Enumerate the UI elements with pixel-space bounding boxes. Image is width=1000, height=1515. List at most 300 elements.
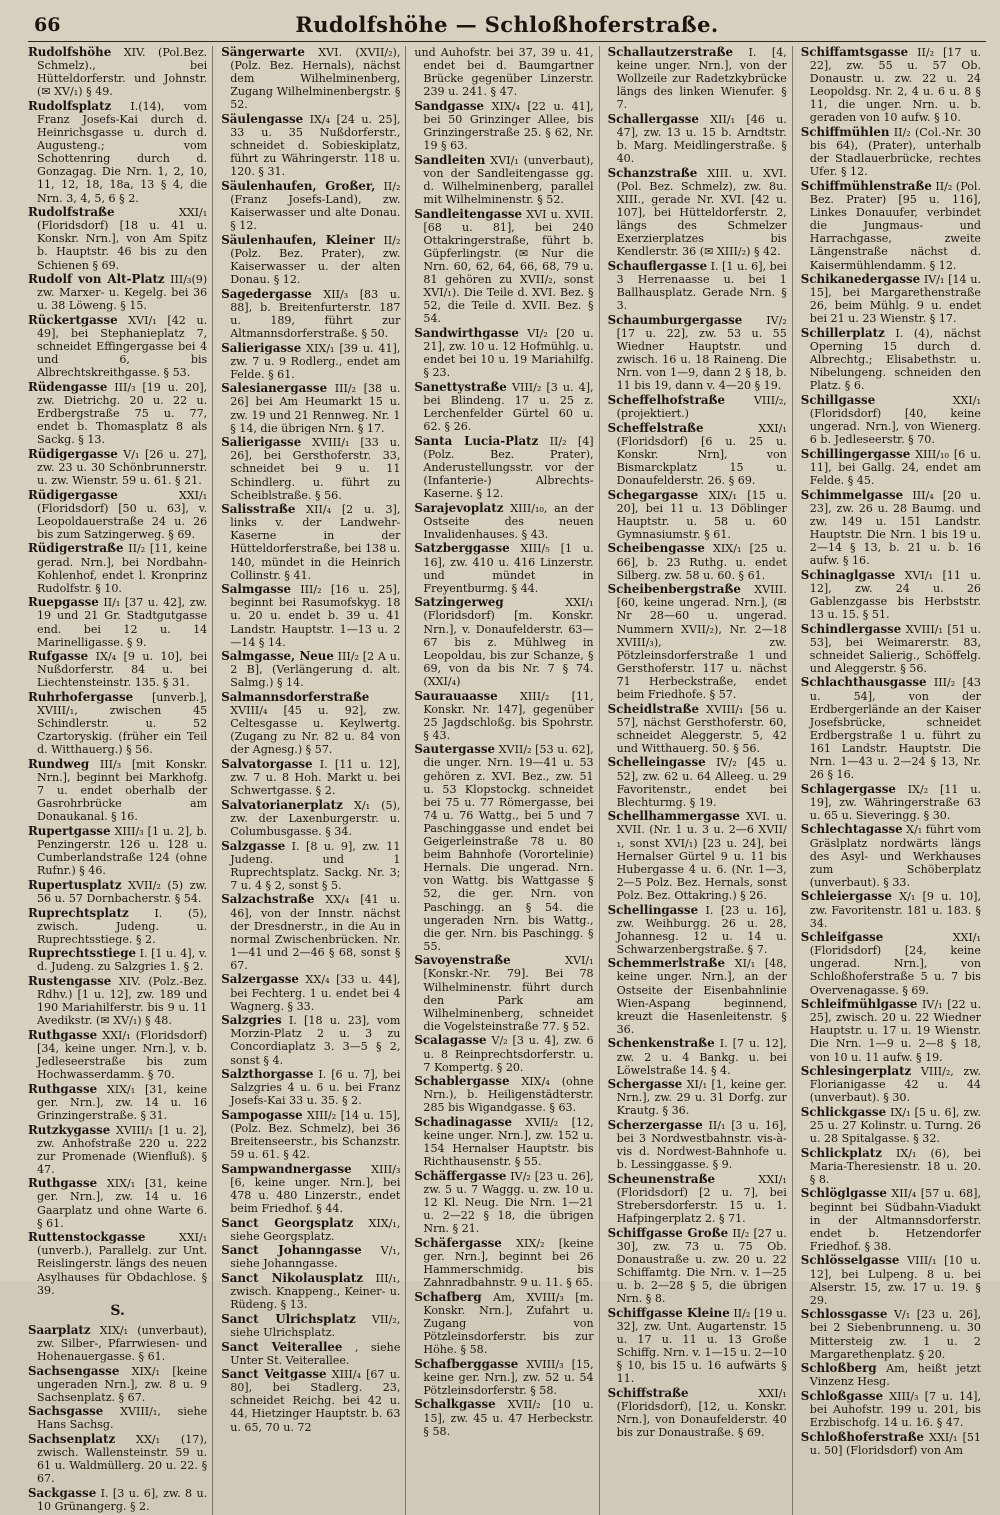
- street-name: Rüdigergasse: [28, 487, 118, 502]
- street-entry: [801, 273, 981, 325]
- street-name: Schegargasse: [607, 487, 699, 502]
- street-entry: [608, 314, 787, 393]
- street-entry: [414, 1291, 593, 1356]
- street-name: Sanct Georgsplatz: [221, 1215, 354, 1230]
- street-name: Scheunenstraße: [607, 1171, 716, 1186]
- street-name: Scheffelstraße: [607, 420, 704, 435]
- street-entry: [28, 691, 207, 756]
- street-name: Schiffmühlen: [800, 125, 890, 140]
- street-description: III/₃ [mit Konskr. Nrn.], beginnt bei Markhofg. 7 u. endet oberhalb der Gasrohrbrücke am Donaukanal. § 16.: [37, 757, 208, 824]
- street-description: III/₂ [2 A u. 2 B], (Verlängerung d. alt. Salmg.) § 14.: [230, 650, 401, 690]
- street-entry: [801, 1147, 981, 1186]
- street-entry: [221, 1109, 400, 1161]
- street-description: XXI/₁ (Floridsdorf) [24, keine ungerad. Nrn.], von Schloßhoferstraße 5 u. 7 bis Overvenagasse. § 69.: [809, 931, 981, 997]
- street-description: IX/₁ (6), bei Maria-Theresienstr. 18 u. 20. § 8.: [809, 1146, 981, 1186]
- street-description: IV/₂ [45 u. 52], zw. 62 u. 64 Alleeg. u. 29 Favoritenstr., endet bei Blechturmg. § 19.: [616, 756, 787, 809]
- street-entry: [801, 46, 981, 125]
- street-entry: [28, 1324, 207, 1363]
- street-description: VIII/₂, zw. Florianigasse 42 u. 44 (unverbaut). § 30.: [809, 1065, 981, 1105]
- street-name: Sanettystraße: [414, 379, 507, 394]
- street-description: I. [8 u. 9], zw. 11 Judeng. und 1 Ruprechtsplatz. Sackg. Nr. 3; 7 u. 4 § 2, sonst § 5.: [230, 839, 401, 892]
- street-entry: [608, 1227, 787, 1306]
- street-name: Sampwandnergasse: [221, 1161, 352, 1176]
- street-name: Scheffelhofstraße: [607, 392, 725, 407]
- street-description: XVIII/₁, siehe Hans Sachsg.: [37, 1405, 208, 1432]
- street-name: Schloßgasse: [800, 1388, 884, 1403]
- street-description: XIII/₄ [67 u. 80], bei Stadlerg. 23, schneidet Reichg. bei 42 u. 44, Hietzinger Hauptstr. b. 63 u. 65, 70 u. 72: [230, 1368, 401, 1434]
- street-entry: [28, 907, 207, 946]
- street-description: XIX/₁ [31, keine ger. Nrn.], zw. 14 u. 16 Grinzingerstraße. § 31.: [37, 1082, 208, 1122]
- street-description: II/₂ [27 u. 30], zw. 73 u. 75 Ob. Donaustraße u. zw. 20 u. 22 Schiffamtg. Die Nrn. v. 1—25 u. b. 2—28 § 5, die übrigen Nrn. § 8.: [616, 1226, 787, 1306]
- street-description: X/₁ führt vom Gräslplatz nordwärts längs des Asyl- und Werkhauses zum Schöberplatz (unverbaut). § 33.: [809, 823, 981, 889]
- street-name: Scherzergasse: [607, 1118, 703, 1132]
- street-entry: [801, 1308, 981, 1360]
- street-entry: [414, 502, 593, 541]
- street-name: Schäfergasse: [414, 1235, 502, 1250]
- column-2: [221, 46, 406, 1515]
- street-description: XII/₄ [2 u. 3], links v. der Landwehr-Kaserne in der Hütteldorferstraße, bei 138 u. 140, mündet in die Heinrich Collinstr. § 41.: [230, 503, 401, 582]
- street-description: II/₂ [19 u. 32], zw. Unt. Augartenstr. 15 u. 17 u. 11 u. 13 Große Schiffg. Nrn. v. 1—15 u. 2—10 § 10, bis 15 u. 16 aufwärts § 11.: [616, 1306, 787, 1386]
- street-description: I. [11 u. 12], zw. 7 u. 8 Hoh. Markt u. bei Schwertgasse. § 2.: [230, 757, 401, 798]
- street-entry: [414, 1237, 593, 1289]
- street-description: IV/₁ [14 u. 15], bei Margarethenstraße 26, beim Mühlg. 9 u. endet bei 21 u. 23 Wienstr. § 17.: [809, 273, 981, 326]
- street-name: Rustengasse: [28, 973, 112, 988]
- street-name: Satzingerweg: [414, 595, 504, 610]
- street-name: Sanct Veitgasse: [221, 1367, 327, 1382]
- street-entry: [221, 650, 400, 689]
- street-description: XVI. (XVII/₂), (Polz. Bez. Hernals), nächst dem Wilhelminenberg, Zugang Wilhelminenbergstr. § 52.: [230, 46, 401, 112]
- street-name: Sanct Ulrichsplatz: [221, 1311, 356, 1326]
- street-entry: [608, 46, 787, 111]
- street-name: Schenkenstraße: [607, 1036, 715, 1051]
- street-description: XVIII/₃ [15, keine ger. Nrn.], zw. 52 u. 54 Pötzleinsdorferstr. § 58.: [423, 1357, 594, 1397]
- street-description: XIX/₁ [31, keine ger. Nrn.], zw. 14 u. 16 Gaarplatz und ohne Warte 6. § 61.: [37, 1177, 208, 1230]
- street-description: X/₁ (5), zw. der Laxenburgerstr. u. Columbusgasse. § 34.: [230, 798, 401, 838]
- street-name: Schillingergasse: [800, 446, 911, 461]
- street-description: XIII/₂ [14 u. 15], (Polz. Bez. Schmelz), bei 36 Breitenseerstr., bis Schanzstr. 59 u. 61. § 42.: [230, 1108, 401, 1162]
- street-description: VII/₂, siehe Ulrichsplatz.: [230, 1312, 401, 1339]
- street-description: XIV. (Polz.-Bez. Rdhv.) [1 u. 12], zw. 189 und 190 Mariahilferstr. bis 9 u. 11 Avedikstr. (✉ XV/₁) § 48.: [37, 974, 208, 1028]
- street-name: Sarajevoplatz: [414, 500, 504, 515]
- street-description: II/₁ [37 u. 42], zw. 19 und 21 Gr. Stadtgutgasse end. bei 12 u. 14 Marinelligasse. § 9.: [37, 596, 208, 649]
- street-name: Ruttenstockgasse: [28, 1230, 146, 1245]
- street-entry: [221, 503, 400, 582]
- street-description: XVII/₂ [12, keine unger. Nrn.], zw. 152 u. 154 Hernalser Hauptstr. bis Richthausenstr. § 55.: [423, 1116, 594, 1169]
- street-description: XVI. u. XVII. (Nr. 1 u. 3 u. 2—6 XVII/₁, sonst XVI/₁) [23 u. 24], bei Hernalser Gürtel 9 u. 11 bis Hubergasse 4 u. 6. (Nr. 1—3, 2—5 Polz. Bez. Hernals, sonst Polz. Bez. Ottakring.) § 26.: [616, 810, 787, 902]
- street-entry: [801, 676, 981, 781]
- street-entry: [801, 489, 981, 568]
- street-entry: [221, 1272, 400, 1311]
- street-name: Salzergasse: [221, 972, 299, 987]
- street-entry: [801, 126, 981, 178]
- page-header: [28, 8, 986, 42]
- street-name: Rutzkygasse: [28, 1122, 111, 1137]
- street-entry: [801, 1065, 981, 1104]
- street-entry: [28, 650, 207, 689]
- street-description: XIX/₄ [22 u. 41], bei 50 Grinzinger Allee, bis Grinzingerstraße 25. § 62, Nr. 19 § 63.: [423, 99, 594, 153]
- street-name: Sandwirthgasse: [414, 325, 519, 340]
- street-entry: [221, 840, 400, 892]
- street-name: Schallergasse: [607, 111, 699, 126]
- street-name: Sanct Johanngasse: [221, 1243, 362, 1258]
- street-name: Sandleitengasse: [414, 206, 523, 221]
- street-description: I. [1 u. 4], v. d. Judeng. zu Salzgries 1. § 2.: [37, 947, 208, 974]
- street-description: und Auhofstr. bei 37, 39 u. 41, endet bei d. Baumgartner Brücke gegenüber Linzerstr. 239 u. 241. § 47.: [414, 46, 594, 99]
- column-5: [801, 46, 986, 1515]
- street-entry: [221, 583, 400, 648]
- street-description: V/₁ [26 u. 27], zw. 23 u. 30 Schönbrunnerstr. u. zw. Wienstr. 59 u. 61. § 21.: [37, 447, 208, 487]
- street-entry: [608, 1119, 787, 1171]
- street-name: Schlossgasse: [800, 1307, 888, 1322]
- street-entry: [608, 756, 787, 808]
- street-description: II/₂ (Polz. Bez. Prater), zw. Kaiserwasser u. der alten Donau. § 12.: [230, 233, 401, 287]
- street-description: XVIII/₁ [51 u. 53], bei Weimarerstr. 83, schneidet Salierig., Schöffelg. und Aleggerstr. § 56.: [809, 622, 981, 675]
- street-description: XXI/₁ (Floridsdorf) [18 u. 41 u. Konskr. Nrn.], von Am Spitz b. Hauptstr. 46 bis zu den Schienen § 69.: [37, 206, 208, 272]
- street-name: Säulenhaufen, Kleiner: [221, 232, 375, 247]
- street-description: XIV. (Pol.Bez. Schmelz)., bei Hütteldorferstr. und Johnstr. (✉ XV/₁) § 49.: [37, 46, 208, 99]
- street-name: Schalkgasse: [414, 1397, 496, 1412]
- street-description: XIX/₂ [keine ger. Nrn.], beginnt bei 26 Hammerschmidg. bis Zahnradbahnstr. 9 u. 11. § 65.: [423, 1236, 594, 1290]
- street-description: I. [1 u. 6], bei 3 Herrenaasse u. bei 1 Ballhausplatz. Gerade Nrn. § 3.: [616, 260, 787, 313]
- street-description: II/₂ [17 u. 22], zw. 55 u. 57 Ob. Donaustr. u. zw. 22 u. 24 Leopoldsg. Nr. 2, 4 u. 6 u. 8 § 11, die unger. Nrn. u. b. geraden von 10 aufw. § 10.: [809, 46, 981, 125]
- street-description: XII/₄ [57 u. 68], beginnt bei Südbahn-Viadukt in der Altmannsdorferstr. endet b. Hetzendorfer Friedhof. § 38.: [809, 1187, 981, 1253]
- street-entry: [221, 113, 400, 178]
- street-name: Schlachthausgasse: [800, 675, 927, 690]
- street-name: Schinaglgasse: [800, 567, 896, 582]
- street-name: Salesianergasse: [221, 381, 328, 396]
- street-description: III/₃ [19 u. 20], zw. Dietrichg. 20 u. 22 u. Erdbergstraße 75 u. 77, endet b. Thomasplatz 8 als Sackg. § 13.: [37, 380, 208, 447]
- street-description: III/₂ [38 u. 26] bei Am Heumarkt 15 u. zw. 19 und 21 Rennweg. Nr. 1 § 14, die übrigen Nrn. § 17.: [230, 382, 401, 435]
- street-entry: [221, 691, 400, 756]
- street-description: VI/₂ [20 u. 21], zw. 10 u. 12 Hofmühlg. u. endet bei 10 u. 19 Mariahilfg. § 23.: [423, 326, 594, 380]
- street-name: Ruprechtsplatz: [28, 905, 129, 920]
- street-entry: [608, 542, 787, 581]
- street-description: III/₁, zwisch. Knappeng., Keiner- u. Rüdeng. § 13.: [230, 1272, 401, 1312]
- street-entry: [801, 1106, 981, 1145]
- street-entry: [221, 1368, 400, 1433]
- street-entry: [221, 234, 400, 286]
- street-entry: [608, 583, 787, 701]
- street-name: Ruthgasse: [28, 1176, 98, 1191]
- street-name: Schaumburgergasse: [607, 312, 743, 327]
- street-description: X/₁ [9 u. 10], zw. Favoritenstr. 181 u. 183. § 34.: [809, 890, 981, 930]
- street-entry: [221, 799, 400, 838]
- street-description: XI/₁ [1, keine ger. Nrn.], zw. 29 u. 31 Dorfg. zur Krautg. § 36.: [616, 1078, 787, 1118]
- street-entry: [28, 489, 207, 541]
- street-description: XVI/₁ [Konskr.-Nr. 79]. Bei 78 Wilhelminenstr. führt durch den Park am Wilhelminenberg, schneidet die Vogelsteinstraße 77. § 52.: [423, 954, 594, 1033]
- street-entry: [414, 435, 593, 500]
- street-name: Schelleingasse: [607, 755, 706, 770]
- street-name: Sampogasse: [221, 1107, 303, 1122]
- street-name: Scheibengasse: [607, 541, 705, 556]
- street-entry: [221, 1341, 400, 1367]
- street-description: XVIII. [60, keine ungerad. Nrn.], (✉ Nr 28—60 u. ungerad. Nummern XVII/₂), Nr. 2—18 XVIII/₃), zw. Pötzleinsdorferstraße 1 und Gersthoferstr. 117 u. nächst 71 Herbeckstraße, endet beim Friedhofe. § 57.: [616, 583, 787, 701]
- street-entry: [608, 1037, 787, 1076]
- street-entry: [608, 394, 787, 420]
- street-name: Satzberggasse: [414, 541, 510, 556]
- street-description: XIX/₁ [39 u. 41], zw. 7 u. 9 Rodlerg., endet am Felde. § 61.: [230, 341, 401, 381]
- street-name: Schellingasse: [607, 902, 699, 917]
- street-name: Schallautzerstraße: [607, 45, 733, 59]
- street-description: XIX/₄ (ohne Nrn.), b. Heiligenstädterstr. 285 bis Wigandgasse. § 63.: [423, 1075, 594, 1115]
- street-description: XIII. u. XVI. (Pol. Bez. Schmelz), zw. 8u. XIII., gerade Nr. XVI. [42 u. 107], bei Hütteldorferstr. 2, längs des Schmelzer Exerzierplatzes bis Kendlerstr. 36 (✉ XIII/₂) § 42.: [616, 166, 787, 259]
- street-description: XVIII/₁ [56 u. 57], nächst Gersthoferstr. 60, schneidet Aleggerstr. 5, 42 und Witthauerg. 50. § 56.: [616, 702, 787, 755]
- street-name: Salmgasse, Neue: [221, 649, 334, 664]
- running-head: Rudolfshöhe — Schloßhoferstraße.: [295, 12, 719, 37]
- street-description: III/₂ [16 u. 25], beginnt bei Rasumofskyg. 18 u. 20 u. endet b. 39 u. 41 Landstr. Hauptstr. 1—13 u. 2—14 § 14.: [230, 583, 401, 649]
- street-description: XII/₁ [46 u. 47], zw. 13 u. 15 b. Arndtstr. b. Marg. Meidlingerstraße. § 40.: [616, 112, 787, 166]
- street-description: I.(14), vom Franz Josefs-Kai durch d. Heinrichsgasse u. durch d. Augusteng.; vom Schottenring durch d. Gonzagag. Die Nrn. 1, 2, 10, 11, 12, 18, 18a, 13 § 4, die Nrn. 3, 4, 5, 6 § 2.: [37, 99, 208, 205]
- street-entry: [414, 154, 593, 206]
- street-name: Rufgasse: [28, 649, 89, 664]
- street-description: XXI/₁ (Floridsdorf) [2 u. 7], bei Strebersdorferstr. 15 u. 1. Hafpingerplatz 2. § 71.: [616, 1172, 787, 1226]
- street-description: IX/₄ [24 u. 25], 33 u. 35 Nußdorferstr., schneidet d. Sobieskiplatz, führt zu Währingerstr. 118 u. 120. § 31.: [230, 112, 401, 179]
- street-name: Sandleiten: [414, 152, 486, 167]
- street-name: Scheibenbergstraße: [607, 582, 741, 597]
- street-entry: [801, 623, 981, 675]
- section-letter: S.: [110, 1302, 125, 1319]
- street-description: IV/₁ [22 u. 25], zwisch. 20 u. 22 Wiedner Hauptstr. u. 17 u. 19 Wienstr. Die Nrn. 1—9 u. 2—8 § 18, von 10 u. 11 aufw. § 19.: [809, 998, 981, 1064]
- street-entry: [608, 167, 787, 259]
- street-name: Salzgries: [221, 1013, 282, 1028]
- street-description: IX/₁ [5 u. 6], zw. 25 u. 27 Kolinstr. u. Turng. 26 u. 28 Spitalgasse. § 32.: [809, 1105, 981, 1146]
- street-entry: [608, 904, 787, 956]
- street-description: XXI/₁ (Floridsdorf) [m. Konskr. Nrn.], v. Donaufelderstr. 63—67 bis z. Mühlweg in Leopoldau, bis zur Schanze, § 69, von da bis Nr. 7 § 74. (XXI/₄): [423, 596, 594, 688]
- street-description: XIX/₁ [25 u. 66], b. 23 Ruthg. u. endet Silberg. zw. 58 u. 60. § 61.: [616, 542, 787, 582]
- street-entry: [414, 542, 593, 594]
- street-name: Schiffamtsgasse: [800, 45, 909, 59]
- street-description: XIX/₁, siehe Georgsplatz.: [230, 1216, 401, 1243]
- street-entry: [414, 46, 593, 98]
- street-name: Schlösselgasse: [800, 1253, 900, 1268]
- street-name: Schiffstraße: [607, 1385, 689, 1400]
- street-description: , siehe Unter St. Veiterallee.: [230, 1340, 401, 1367]
- street-description: XVIII/₄ [45 u. 92], zw. Celtesgasse u. Keylwertg. (Zugang zu Nr. 82 u. 84 von der Agnesg.) § 57.: [230, 704, 401, 757]
- street-entry: [608, 1078, 787, 1117]
- street-name: Scalagasse: [414, 1033, 487, 1048]
- street-entry: [28, 314, 207, 379]
- street-name: Rudolfsplatz: [28, 98, 112, 113]
- street-entry: [28, 596, 207, 648]
- street-entry: [28, 947, 207, 973]
- street-name: Rückertgasse: [28, 312, 118, 327]
- street-entry: [801, 1254, 981, 1306]
- street-entry: [801, 783, 981, 822]
- street-name: Rundweg: [28, 756, 90, 771]
- street-description: XVI/₁ [11 u. 12], zw. 24 u. 26 Gablenzgasse bis Herbststr. 13 u. 15. § 51.: [809, 568, 981, 621]
- street-entry: [414, 1034, 593, 1073]
- street-entry: [221, 1217, 400, 1243]
- street-description: XVIII/₁ [33 u. 26], bei Gersthoferstr. 33, schneidet bei 9 u. 11 Schindlerg. u. führt zu Scheiblstraße. § 56.: [230, 436, 401, 502]
- street-description: V/₁ [23 u. 26], bei 2 Siebenbrunneng. u. 30 Mittersteig zw. 1 u. 2 Margarethenplatz. § 20.: [809, 1308, 981, 1361]
- street-entry: [28, 381, 207, 446]
- street-name: Schlickgasse: [800, 1104, 887, 1119]
- street-entry: [801, 823, 981, 888]
- street-name: Schanzstraße: [607, 165, 698, 180]
- street-name: Schemmerlstraße: [607, 956, 725, 971]
- street-name: Schäffergasse: [414, 1168, 507, 1183]
- street-name: Schlickplatz: [800, 1145, 882, 1160]
- street-entry: [28, 825, 207, 877]
- street-name: Salmgasse: [221, 582, 291, 597]
- street-entry: [28, 975, 207, 1027]
- street-description: XIX/₁ [15 u. 20], bei 11 u. 13 Döblinger Hauptstr. u. 58 u. 60 Gymnasiumstr. § 61.: [616, 488, 787, 541]
- street-name: Schleifmühlgasse: [800, 997, 918, 1012]
- street-description: XVI/₁ [42 u. 49], bei Stephanieplatz 7, schneidet Effingergasse bei 4 und 6, bis Albrechtskreithgasse. § 53.: [37, 313, 208, 380]
- street-entry: [28, 448, 207, 487]
- street-entry: [608, 1387, 787, 1439]
- street-name: Schiffgasse Große: [607, 1225, 729, 1240]
- street-entry: [221, 1163, 400, 1215]
- street-entry: [801, 890, 981, 929]
- street-name: Rupertgasse: [28, 823, 111, 838]
- street-name: Schlöglgasse: [800, 1186, 887, 1201]
- street-entry: [608, 260, 787, 312]
- street-name: Rupertusplatz: [28, 877, 122, 892]
- street-entry: [28, 1083, 207, 1122]
- street-entry: [28, 100, 207, 205]
- street-description: XIX/₁ (unverbaut), zw. Silber-, Pfarrwiesen- und Hohenauergasse. § 61.: [37, 1323, 208, 1363]
- street-entry: [221, 1313, 400, 1339]
- street-entry: [414, 381, 593, 433]
- street-name: Schleifgasse: [800, 930, 884, 945]
- street-name: Salzachstraße: [221, 892, 315, 907]
- street-description: Am, heißt jetzt Vinzenz Hesg.: [809, 1362, 981, 1389]
- street-entry: [221, 973, 400, 1012]
- street-name: Schikanedergasse: [800, 272, 921, 287]
- street-name: Ruthgasse: [28, 1081, 98, 1096]
- street-description: II/₂ (Col.-Nr. 30 bis 64), (Prater), unterhalb der Stadlauerbrücke, rechtes Ufer. § 12.: [809, 126, 981, 179]
- street-description: XVII/₂ (5) zw. 56 u. 57 Dornbacherstr. § 54.: [37, 878, 208, 905]
- street-name: Ruthgasse: [28, 1027, 98, 1042]
- column-4: [608, 46, 793, 1515]
- street-entry: [608, 703, 787, 755]
- street-name: Rudolf von Alt-Platz: [28, 272, 165, 287]
- street-name: Schleiergasse: [800, 889, 892, 904]
- street-entry: [608, 957, 787, 1036]
- street-name: Schiffmühlenstraße: [800, 178, 932, 193]
- street-name: Salierigasse: [221, 435, 302, 450]
- street-name: Ruhrhofergasse: [28, 690, 134, 704]
- street-name: Schergasse: [607, 1077, 683, 1092]
- street-description: IV/₂ [17 u. 22], zw. 53 u. 55 Wiedner Hauptstr. und zwisch. 16 u. 18 Raineng. Die Nrn. von 1—9, dann 2 § 18, b. 11 bis 19, dann v. 4—20 § 19.: [616, 313, 787, 393]
- street-name: Sanct Nikolausplatz: [221, 1271, 363, 1286]
- street-name: Salmannsdorferstraße: [221, 690, 370, 704]
- street-description: XIII/₁₀, an der Ostseite des neuen Invalidenhauses. § 43.: [423, 501, 594, 541]
- street-name: Salvatorgasse: [221, 756, 313, 771]
- street-name: Schloßberg: [800, 1361, 877, 1376]
- street-name: Schiffgasse Kleine: [607, 1305, 730, 1320]
- street-description: II/₂ (Pol. Bez. Prater) [95 u. 116], Linkes Donauufer, verbindet die Jungmaus- und Harrachgasse, zweite Längenstraße nächst d. Kaisermühlendamm. § 12.: [809, 179, 981, 272]
- street-name: Schauflergasse: [607, 259, 708, 273]
- street-description: XVI/₁ (unverbaut), von der Sandleitengasse gg. d. Wilhelminenberg, parallel mit Wilhelminenstr. § 52.: [423, 153, 594, 207]
- street-entry: [414, 954, 593, 1033]
- street-entry: [28, 879, 207, 905]
- street-name: Schlagergasse: [800, 781, 896, 796]
- street-description: XIII/₁₀ [6 u. 11], bei Gallg. 24, endet am Felde. § 45.: [809, 447, 981, 487]
- street-entry: [221, 436, 400, 501]
- street-description: XVI u. XVII. [68 u. 81], bei 240 Ottakringerstraße, führt b. Güpferlingstr. (✉ Nur die Nrn. 60, 62, 64, 66, 68, 79 u. 81 gehören zu XVII/₂, sonst XVI/₁). Die Teile d. XVI. Bez. § 52, die Teile d. XVII. Bez. § 54.: [423, 207, 594, 326]
- street-description: XIX/₁ [keine ungeraden Nrn.], zw. 8 u. 9 Sachsenplatz. § 67.: [37, 1364, 208, 1404]
- street-entry: [221, 1068, 400, 1107]
- street-entry: [28, 1177, 207, 1229]
- street-entry: [414, 100, 593, 152]
- street-description: IX/₂ [11 u. 19], zw. Währingerstraße 63 u. 65 u. Sieveringg. § 30.: [809, 782, 981, 822]
- street-description: I. (5), zwisch. Judeng. u. Ruprechtsstiege. § 2.: [37, 906, 208, 946]
- street-entry: [28, 1365, 207, 1404]
- street-entry: [801, 998, 981, 1063]
- street-entry: [28, 206, 207, 271]
- street-name: Ruprechtsstiege: [28, 946, 137, 961]
- street-name: Salzgasse: [221, 838, 286, 853]
- street-entry: [221, 382, 400, 434]
- street-description: VIII/₂, (projektiert.): [616, 393, 787, 421]
- street-description: I. [6 u. 7], bei Salzgries 4 u. 6 u. bei Franz Josefs-Kai 33 u. 35. § 2.: [230, 1068, 401, 1108]
- street-name: Schillgasse: [800, 392, 876, 407]
- street-description: V/₂ [3 u. 4], zw. 6 u. 8 Reinprechtsdorferstr. u. 7 Kompertg. § 20.: [423, 1034, 594, 1074]
- street-name: Schafberggasse: [414, 1356, 519, 1371]
- street-name: Sackgasse: [28, 1485, 97, 1500]
- street-entry: [414, 1075, 593, 1114]
- street-name: Saurauaasse: [414, 688, 498, 703]
- street-description: XXI/₁ (Floridsdorf), [12, u. Konskr. Nrn.], von Donaufelderstr. 40 bis zur Donaustraße. § 69.: [616, 1386, 787, 1440]
- street-entry: [414, 743, 593, 953]
- street-description: XVIII/₁ [1 u. 2], zw. Anhofstraße 220 u. 222 zur Promenade (Wienfluß). § 47.: [37, 1123, 208, 1176]
- street-name: Schillerplatz: [800, 325, 885, 340]
- street-entry: [221, 342, 400, 381]
- street-entry: [608, 810, 787, 902]
- street-entry: [608, 113, 787, 165]
- street-name: Schlechtagasse: [800, 822, 903, 837]
- street-name: Rüdigerstraße: [28, 541, 124, 556]
- street-name: Sachsengasse: [28, 1363, 120, 1378]
- street-entry: [801, 931, 981, 996]
- street-name: Schafberg: [414, 1289, 482, 1304]
- street-name: Santa Lucia-Platz: [414, 433, 539, 448]
- street-entry: [221, 893, 400, 972]
- street-name: Sandgasse: [414, 98, 485, 113]
- street-description: II/₂ [4] (Polz. Bez. Prater), Anderustellungsstr. vor der (Infanterie-) Albrechts-Kaserne. § 12.: [423, 434, 594, 501]
- street-description: I. [18 u. 23], vom Morzin-Platz 2 u. 3 zu Concordiaplatz 3. 3—5 § 2, sonst § 4.: [230, 1014, 401, 1067]
- street-entry: [414, 596, 593, 688]
- street-name: Schindlergasse: [800, 621, 902, 636]
- street-entry: [801, 448, 981, 487]
- page-number: 66: [34, 14, 61, 36]
- street-description: II/₂ [11, keine gerad. Nrn.], bei Nordbahn-Kohlenhof, endet l. Kronprinz Rudolfstr. § 10.: [37, 542, 208, 595]
- street-entry: [801, 1390, 981, 1429]
- street-entry: [608, 422, 787, 487]
- street-description: I. [3 u. 6], zw. 8 u. 10 Grünangerg. § 2.: [37, 1486, 208, 1514]
- street-name: Scheidlstraße: [607, 701, 700, 716]
- street-entry: [221, 758, 400, 797]
- street-description: XVII/₂ [10 u. 15], zw. 45 u. 47 Herbeckstr. § 58.: [423, 1398, 594, 1438]
- street-description: Am, XVIII/₃ [m. Konskr. Nrn.], Zufahrt u. Zugang von Pötzleinsdorferstr. bis zur Höhe. § 58.: [423, 1290, 594, 1357]
- street-entry: [28, 273, 207, 312]
- street-entry: [28, 1487, 207, 1513]
- street-entry: [28, 758, 207, 823]
- street-name: Säulengasse: [221, 111, 304, 126]
- street-name: Rudolfstraße: [28, 205, 115, 220]
- street-name: Salierigasse: [221, 340, 302, 355]
- street-entry: [801, 327, 981, 392]
- street-entry: [414, 1398, 593, 1437]
- street-description: VIII/₁ [10 u. 12], bei Lulpeng. 8 u. bei Alserstr. 15, zw. 17 u. 19. § 29.: [809, 1254, 981, 1307]
- street-entry: [801, 394, 981, 446]
- street-name: Sachsgasse: [28, 1404, 104, 1419]
- street-description: I. [23 u. 16], zw. Weihburgg. 26 u. 28, Johannesg. 12 u. 14 u. Schwarzenbergstraße. § 7.: [616, 903, 787, 956]
- street-entry: [28, 1231, 207, 1296]
- street-entry: [28, 1029, 207, 1081]
